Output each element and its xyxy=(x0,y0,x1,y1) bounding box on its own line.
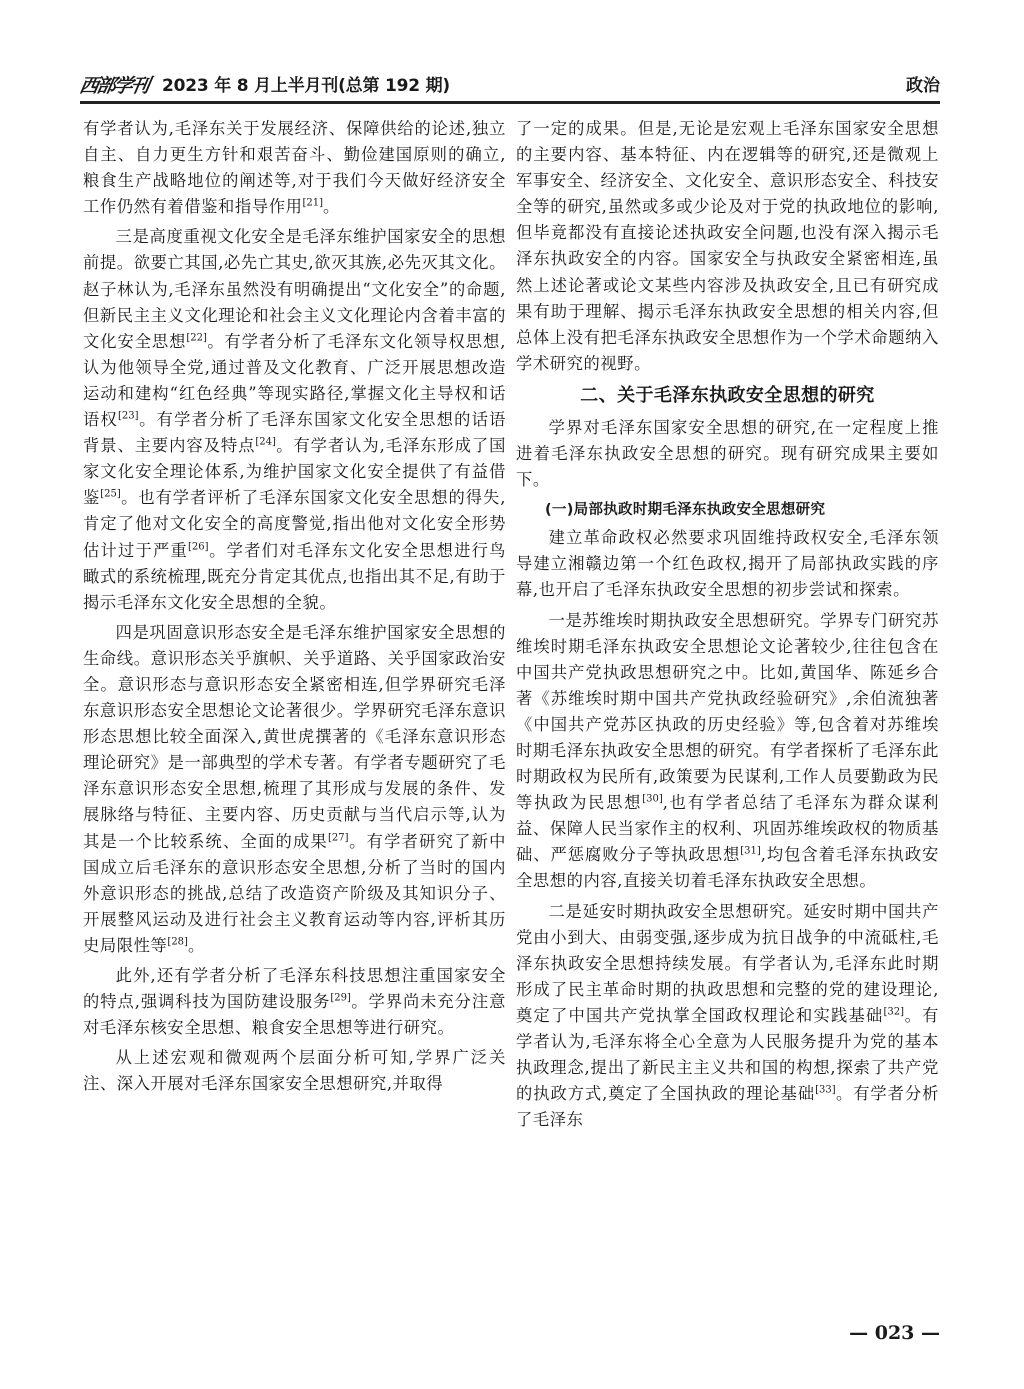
text-run: 。 xyxy=(323,197,340,217)
citation-ref: [32] xyxy=(883,1006,904,1018)
text-run: 此外,还有学者分析了毛泽东科技思想注重国家安全的特点,强调科技为国防建设服务 xyxy=(83,966,506,1012)
text-run: 。学者们对毛泽东文化安全思想进行鸟瞰式的系统梳理,既充分肯定其优点,也指出其不足,有助于揭示毛泽东文化安全思想的全貌。 xyxy=(83,540,506,612)
left-column xyxy=(83,116,506,1296)
section-name: 政治 xyxy=(906,76,940,96)
text-run: 。有学者分析了毛泽东国家文化安全思想的话语背景、主要内容及特点 xyxy=(83,410,506,456)
header-rule xyxy=(80,101,940,104)
citation-ref: [24] xyxy=(255,436,276,448)
citation-ref: [29] xyxy=(330,992,351,1004)
text-run: 。有学者认为,毛泽东形成了国家文化安全理论体系,为维护国家文化安全提供了有益借鉴 xyxy=(83,436,506,508)
body-paragraph xyxy=(516,525,939,603)
page-number: — 023 — xyxy=(849,1322,940,1344)
text-run: 。 xyxy=(187,935,205,955)
citation-ref: [22] xyxy=(186,332,207,344)
text-run: 三是高度重视文化安全是毛泽东维护国家安全的思想前提。欲要亡其国,必先亡其史,欲灭其族,必先灭其文化。赵子林认为,毛泽东虽然没有明确提出“文化安全”的命题,但新民主主义文化理论和社会主义文化理论内含着丰富的文化安全思想 xyxy=(83,227,506,351)
text-run: 。也有学者评析了毛泽东国家文化安全思想的得失,肯定了他对文化安全的高度警觉,指出他对文化安全形势估计过于严重 xyxy=(83,488,506,560)
body-paragraph xyxy=(516,116,939,377)
text-run: 。有学者分析了毛泽东 xyxy=(516,1084,939,1130)
citation-ref: [28] xyxy=(167,936,188,948)
citation-ref: [26] xyxy=(188,541,209,553)
citation-ref: [23] xyxy=(118,410,139,422)
body-paragraph xyxy=(83,1045,506,1097)
text-run: 学界对毛泽东国家安全思想的研究,在一定程度上推进着毛泽东执政安全思想的研究。现有研究成果主要如下。 xyxy=(516,417,939,490)
citation-ref: [30] xyxy=(642,793,663,805)
text-run: 。有学者研究了新中国成立后毛泽东的意识形态安全思想,分析了当时的国内外意识形态的挑战,总结了改造资产阶级及其知识分子、开展整风运动及进行社会主义教育运动等内容,评析其历史局限性等 xyxy=(83,831,506,955)
body-paragraph xyxy=(516,608,939,895)
citation-ref: [33] xyxy=(815,1084,836,1096)
text-run: ,也有学者总结了毛泽东为群众谋利益、保障人民当家作主的权利、巩固苏维埃政权的物质基础、严惩腐败分子等执政思想 xyxy=(516,793,939,865)
body-paragraph xyxy=(83,224,506,615)
text-run: 有学者认为,毛泽东关于发展经济、保障供给的论述,独立自主、自力更生方针和艰苦奋斗、勤俭建国原则的确立,粮食生产战略地位的阐述等,对于我们今天做好经济安全工作仍然有着借鉴和指导作用 xyxy=(83,119,506,217)
issue-info: 2023 年 8 月上半月刊(总第 192 期) xyxy=(162,76,450,96)
text-run: 从上述宏观和微观两个层面分析可知,学界广泛关注、深入开展对毛泽东国家安全思想研究,并取得 xyxy=(83,1048,506,1094)
body-paragraph xyxy=(516,899,939,1134)
text-run: 四是巩固意识形态安全是毛泽东维护国家安全思想的生命线。意识形态关乎旗帜、关乎道路、关乎国家政治安全。意识形态与意识形态安全紧密相连,但学界研究毛泽东意识形态安全思想论文论著很少。学界研究毛泽东意识形态思想比较全面深入,黄世虎撰著的《毛泽东意识形态理论研究》是一部典型的学术专著。有学者专题研究了毛泽东意识形态安全思想,梳理了其形成与发展的条件、发展脉络与特征、主要内容、历史贡献与当代启示等,认为其是一个比较系统、全面的成果 xyxy=(83,622,506,851)
text-run: 。有学者认为,毛泽东将全心全意为人民服务提升为党的基本执政理念,提出了新民主主义共和国的构想,探索了共产党的执政方式,奠定了全国执政的理论基础 xyxy=(516,1005,939,1104)
section-heading: 二、关于毛泽东执政安全思想的研究 xyxy=(580,384,875,406)
text-run: 。有学者分析了毛泽东文化领导权思想,认为他领导全党,通过普及文化教育、广泛开展思想改造运动和建构“红色经典”等现实路径,掌握文化主导权和话语权 xyxy=(83,331,506,430)
body-paragraph xyxy=(83,620,506,959)
running-header xyxy=(77,68,940,100)
text-run: 了一定的成果。但是,无论是宏观上毛泽东国家安全思想的主要内容、基本特征、内在逻辑等的研究,还是微观上军事安全、经济安全、文化安全、意识形态安全、科技安全等的研究,虽然或多或少论及对于党的执政地位的影响,但毕竟都没有直接论述执政安全问题,也没有深入揭示毛泽东执政安全的内容。国家安全与执政安全紧密相连,虽然上述论著或论文某些内容涉及执政安全,且已有研究成果有助于理解、揭示毛泽东执政安全思想的相关内容,但总体上没有把毛泽东执政安全思想作为一个学术命题纳入学术研究的视野。 xyxy=(516,119,939,373)
journal-logo: 西部学刊 xyxy=(77,75,150,97)
right-column xyxy=(516,116,939,1296)
text-run: 一是苏维埃时期执政安全思想研究。学界专门研究苏维埃时期毛泽东执政安全思想论文论著较少,往往包含在中国共产党执政思想研究之中。比如,黄国华、陈延乡合著《苏维埃时期中国共产党执政经验研究》,余伯流独著《中国共产党苏区执政的历史经验》等,包含着对苏维埃时期毛泽东执政安全思想的研究。有学者探析了毛泽东此时期政权为民所有,政策要为民谋利,工作人员要勤政为民等执政为民思想 xyxy=(516,610,939,813)
text-run: 建立革命政权必然要求巩固维持政权安全,毛泽东领导建立湘赣边第一个红色政权,揭开了局部执政实践的序幕,也开启了毛泽东执政安全思想的初步尝试和探索。 xyxy=(516,528,939,600)
body-paragraph xyxy=(83,963,506,1041)
text-run: 。学界尚未充分注意对毛泽东核安全思想、粮食安全思想等进行研究。 xyxy=(83,992,506,1038)
body-paragraph xyxy=(516,415,939,493)
body-paragraph xyxy=(83,116,506,220)
citation-ref: [25] xyxy=(100,488,121,500)
citation-ref: [21] xyxy=(302,197,323,209)
citation-ref: [27] xyxy=(327,832,349,844)
citation-ref: [31] xyxy=(740,845,761,857)
subsection-heading: (一)局部执政时期毛泽东执政安全思想研究 xyxy=(545,502,826,519)
text-run: 二是延安时期执政安全思想研究。延安时期中国共产党由小到大、由弱变强,逐步成为抗日战争的中流砥柱,毛泽东执政安全思想持续发展。有学者认为,毛泽东此时期形成了民主革命时期的执政思想和完整的党的建设理论,奠定了中国共产党执掌全国政权理论和实践基础 xyxy=(516,901,939,1025)
text-run: ,均包含着毛泽东执政安全思想的内容,直接关切着毛泽东执政安全思想。 xyxy=(516,845,939,891)
